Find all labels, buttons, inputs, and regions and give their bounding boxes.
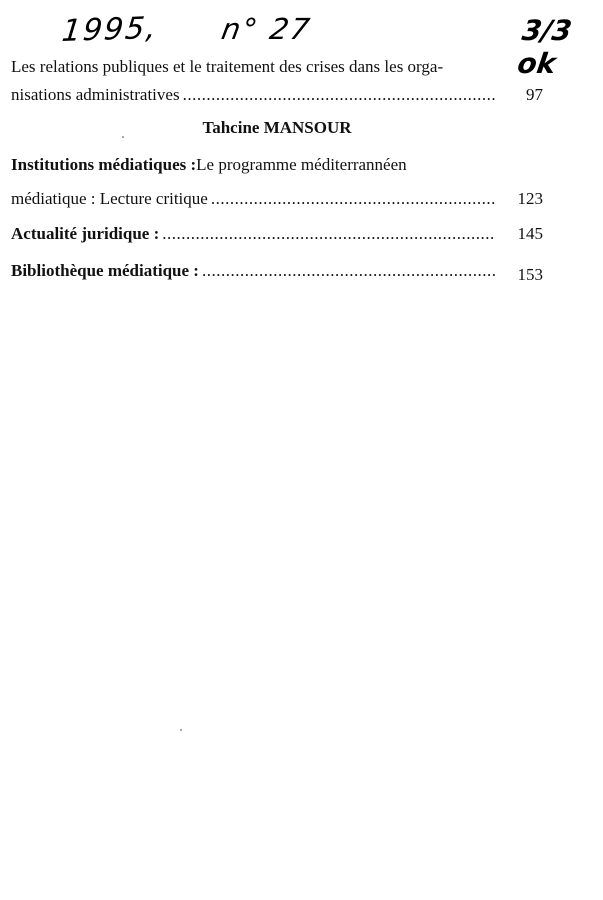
toc-section-heading: Bibliothèque médiatique :	[11, 261, 199, 280]
dot-leader	[202, 261, 496, 281]
toc-entry-media-institutions	[11, 155, 543, 221]
toc-entry-media-library	[11, 261, 543, 291]
toc-entry-title-line2: médiatique : Lecture critique	[11, 189, 208, 208]
author-name: Tahcine MANSOUR	[202, 118, 352, 137]
handwritten-check-mark: 3/3 ok	[515, 14, 574, 80]
toc-section-heading: Actualité juridique :	[11, 224, 160, 243]
toc-page-number: 145	[517, 224, 543, 243]
scan-speck	[122, 136, 124, 138]
toc-entry-legal-news	[11, 224, 543, 254]
handwritten-issue-number: n° 27	[219, 12, 314, 46]
dot-leader	[211, 189, 496, 209]
dot-leader	[183, 85, 496, 105]
toc-section-heading: Institutions médiatiques :	[11, 155, 197, 174]
dot-leader	[162, 224, 496, 244]
toc-entry-title-line2: nisations administratives	[11, 85, 180, 104]
toc-page-number: 97	[526, 85, 543, 104]
toc-page-number: 153	[517, 265, 543, 284]
toc-page-number: 123	[517, 189, 543, 208]
scan-speck	[180, 729, 182, 731]
handwritten-year: 1995,	[60, 10, 160, 50]
toc-entry-title: Le programme méditerrannéen	[196, 155, 407, 174]
toc-entry-public-relations	[11, 57, 543, 113]
toc-entry-title-line1: Les relations publiques et le traitement des crises dans les orga-	[11, 57, 444, 76]
